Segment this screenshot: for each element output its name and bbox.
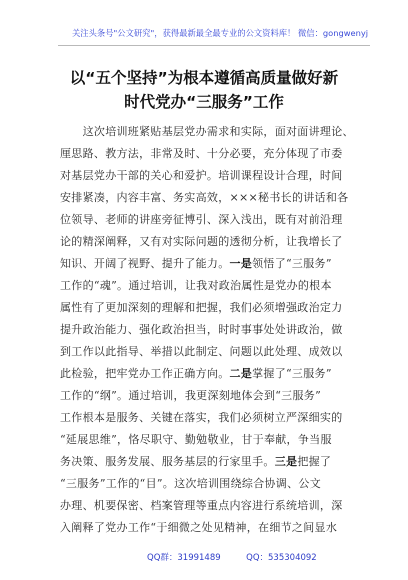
body-line: 工作的“魂”。通过培训，让我对政治属性是党办的根本 <box>60 279 332 292</box>
body-line: 位领导、老师的讲座旁征博引、深入浅出，既有对前沿理 <box>60 213 343 226</box>
body-line: 提升政治能力、强化政治担当，时时事事处处讲政治，做 <box>60 323 343 336</box>
body-line: 对基层党办干部的关心和爱护。培训课程设计合理，时间 <box>60 169 343 182</box>
body-line: 入阐释了党办工作“于细微之处见精神，在细节之间显水 <box>60 521 338 534</box>
body-line: 到工作以此指导、举措以此制定、问题以此处理、成效以 <box>60 345 343 358</box>
header-banner <box>58 17 370 46</box>
body-text: 务决策、服务发展、服务基层的行家里手。 <box>60 455 275 468</box>
body-line: 属性有了更加深刻的理解和把握，我们必须增强政治定力 <box>60 301 343 314</box>
body-text: 掌握了“三服务” <box>252 367 332 380</box>
body-text: 领悟了“三服务” <box>252 257 332 270</box>
body-line-with-emphasis <box>60 455 360 469</box>
body-line: 这次培训班紧贴基层党办需求和实际，面对面讲理论、 <box>60 125 354 138</box>
emphasis-second: 二是 <box>229 367 253 380</box>
body-line: 安排紧凑，内容丰富、务实高效，×××秘书长的讲话和各 <box>60 191 349 204</box>
body-text: 把握了 <box>297 455 332 468</box>
body-line: 论的精深阐释，又有对实际问题的透彻分析，让我增长了 <box>60 235 343 248</box>
emphasis-third: 三是 <box>274 455 298 468</box>
body-line-with-emphasis <box>60 257 360 271</box>
body-line: 工作根本是服务、关键在落实，我们必须树立严深细实的 <box>60 411 343 424</box>
body-line: 工作的“纲”。通过培训，我更深刻地体会到“三服务” <box>60 389 321 402</box>
body-text: 知识、开阔了视野、提升了能力。 <box>60 257 230 270</box>
emphasis-first: 一是 <box>229 257 253 270</box>
footer-contact-text: QQ群：31991489 QQ：535304092 <box>147 553 317 563</box>
document-title-line-2: 时代党办“三服务”工作 <box>124 93 284 111</box>
header-promo-text: 关注头条号"公文研究"，获得最新最全最专业的公文资料库！ 微信：gongwenyj <box>72 28 369 38</box>
body-text: 此检验，把牢党办工作正确方向。 <box>60 367 230 380</box>
body-line: “延展思维”，恪尽职守、勤勉敬业，甘于奉献，争当服 <box>60 433 332 446</box>
body-line: 厘思路、教方法，非常及时、十分必要，充分体现了市委 <box>60 147 343 160</box>
document-title-line-1: 以“五个坚持”为根本遵循高质量做好新 <box>69 69 339 87</box>
body-line: “三服务”工作的“目”。这次培训围绕综合协调、公文 <box>60 477 321 490</box>
body-line-with-emphasis <box>60 367 360 381</box>
body-line: 办理、机要保密、档案管理等重点内容进行系统培训，深 <box>60 499 343 512</box>
